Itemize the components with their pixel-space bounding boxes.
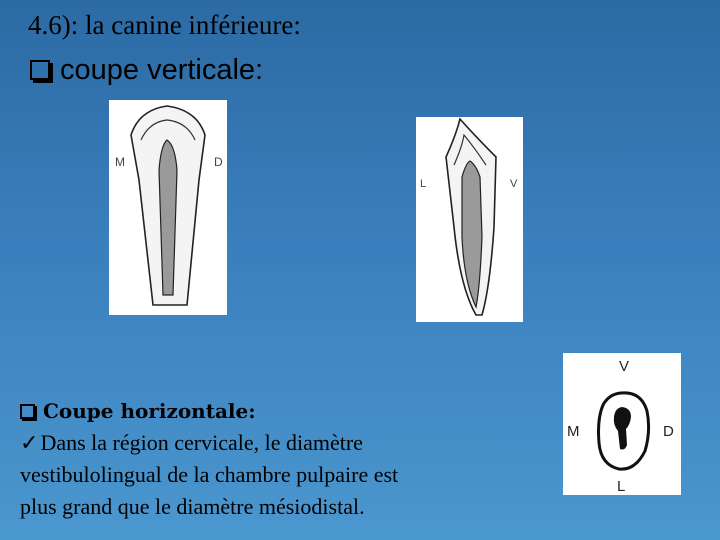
checkmark-icon: ✓ xyxy=(20,430,39,455)
figure-vertical-mesiodistal xyxy=(109,100,227,315)
paragraph-line-3: plus grand que le diamètre mésiodistal. xyxy=(20,494,365,519)
label-d: D xyxy=(214,155,223,169)
subtitle-bullet xyxy=(30,50,263,90)
figure-vertical-labiolingual xyxy=(416,117,523,322)
label-m-left: M xyxy=(567,423,580,440)
paragraph-line-2: vestibulolingual de la chambre pulpaire est xyxy=(20,462,399,487)
tooth-cross-section-illustration xyxy=(563,353,681,495)
figure-horizontal-section xyxy=(563,353,681,495)
horizontal-section-text xyxy=(20,395,540,523)
paragraph-line-1: ✓Dans la région cervicale, le diamètre xyxy=(20,430,363,455)
subtitle-text: coupe verticale: xyxy=(60,54,264,86)
tooth-section-lv-illustration xyxy=(416,117,523,322)
slide-title: 4.6): la canine inférieure: xyxy=(28,10,301,40)
section-heading-row xyxy=(20,395,540,427)
checkbox-bullet-icon xyxy=(20,404,35,419)
label-l: L xyxy=(420,178,427,190)
section-heading: Coupe horizontale: xyxy=(43,399,256,423)
label-l-bottom: L xyxy=(617,478,626,495)
checkbox-bullet-icon xyxy=(30,60,50,80)
label-d-right: D xyxy=(663,423,674,440)
label-v-top: V xyxy=(619,358,630,375)
label-v: V xyxy=(510,178,518,190)
tooth-section-md-illustration xyxy=(109,100,227,315)
label-m: M xyxy=(115,155,125,169)
